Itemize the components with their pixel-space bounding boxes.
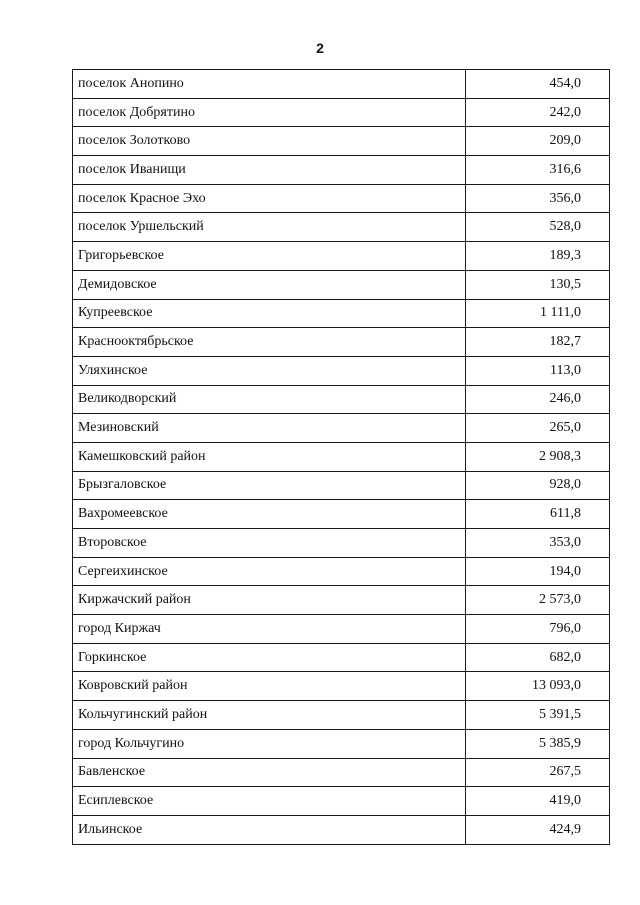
amount-value-cell: 182,7 — [466, 328, 610, 357]
table-row — [73, 70, 610, 99]
table-row — [73, 672, 610, 701]
amount-value-cell: 113,0 — [466, 356, 610, 385]
amount-value-cell: 316,6 — [466, 156, 610, 185]
municipality-name-cell: Демидовское — [73, 270, 466, 299]
amount-value-cell: 5 391,5 — [466, 701, 610, 730]
amount-value-cell: 682,0 — [466, 643, 610, 672]
table-row — [73, 701, 610, 730]
table-row — [73, 442, 610, 471]
amount-value-cell: 2 908,3 — [466, 442, 610, 471]
amount-value-cell: 611,8 — [466, 500, 610, 529]
amount-value-cell: 130,5 — [466, 270, 610, 299]
amount-value-cell: 5 385,9 — [466, 729, 610, 758]
municipality-name-cell: Григорьевское — [73, 242, 466, 271]
table-row — [73, 356, 610, 385]
amount-value-cell: 267,5 — [466, 758, 610, 787]
amount-value-cell: 209,0 — [466, 127, 610, 156]
municipality-name-cell: поселок Добрятино — [73, 98, 466, 127]
table-row — [73, 815, 610, 844]
municipality-name-cell: Сергеихинское — [73, 557, 466, 586]
municipality-name-cell: Камешковский район — [73, 442, 466, 471]
amount-value-cell: 528,0 — [466, 213, 610, 242]
municipality-name-cell: поселок Золотково — [73, 127, 466, 156]
municipality-name-cell: Ковровский район — [73, 672, 466, 701]
municipality-name-cell: город Кольчугино — [73, 729, 466, 758]
amount-value-cell: 189,3 — [466, 242, 610, 271]
table-row — [73, 787, 610, 816]
page-number: 2 — [316, 40, 324, 56]
table-row — [73, 557, 610, 586]
municipality-name-cell: Великодворский — [73, 385, 466, 414]
table-row — [73, 414, 610, 443]
amount-value-cell: 1 111,0 — [466, 299, 610, 328]
municipality-name-cell: Горкинское — [73, 643, 466, 672]
table-row — [73, 758, 610, 787]
table-row — [73, 729, 610, 758]
municipality-name-cell: город Киржач — [73, 615, 466, 644]
table-row — [73, 615, 610, 644]
amount-value-cell: 2 573,0 — [466, 586, 610, 615]
table-row — [73, 98, 610, 127]
municipality-name-cell: Купреевское — [73, 299, 466, 328]
table-body — [73, 70, 610, 845]
municipality-name-cell: Брызгаловское — [73, 471, 466, 500]
municipality-name-cell: Краснооктябрьское — [73, 328, 466, 357]
table-row — [73, 586, 610, 615]
amount-value-cell: 424,9 — [466, 815, 610, 844]
amount-value-cell: 454,0 — [466, 70, 610, 99]
municipality-name-cell: поселок Уршельский — [73, 213, 466, 242]
municipality-name-cell: Уляхинское — [73, 356, 466, 385]
table-row — [73, 184, 610, 213]
table-row — [73, 529, 610, 558]
municipality-name-cell: Киржачский район — [73, 586, 466, 615]
municipality-values-table — [72, 69, 610, 845]
amount-value-cell: 242,0 — [466, 98, 610, 127]
amount-value-cell: 419,0 — [466, 787, 610, 816]
municipality-name-cell: поселок Красное Эхо — [73, 184, 466, 213]
table-row — [73, 385, 610, 414]
amount-value-cell: 353,0 — [466, 529, 610, 558]
municipality-name-cell: поселок Анопино — [73, 70, 466, 99]
municipality-name-cell: Ильинское — [73, 815, 466, 844]
municipality-name-cell: Бавленское — [73, 758, 466, 787]
municipality-name-cell: Мезиновский — [73, 414, 466, 443]
table-row — [73, 643, 610, 672]
table-row — [73, 213, 610, 242]
amount-value-cell: 246,0 — [466, 385, 610, 414]
municipality-name-cell: поселок Иванищи — [73, 156, 466, 185]
table-row — [73, 328, 610, 357]
municipality-name-cell: Кольчугинский район — [73, 701, 466, 730]
table-row — [73, 156, 610, 185]
amount-value-cell: 796,0 — [466, 615, 610, 644]
table-row — [73, 471, 610, 500]
table-row — [73, 242, 610, 271]
municipality-name-cell: Второвское — [73, 529, 466, 558]
municipality-name-cell: Вахромеевское — [73, 500, 466, 529]
table-row — [73, 270, 610, 299]
amount-value-cell: 13 093,0 — [466, 672, 610, 701]
municipality-name-cell: Есиплевское — [73, 787, 466, 816]
amount-value-cell: 356,0 — [466, 184, 610, 213]
table-row — [73, 127, 610, 156]
table-row — [73, 500, 610, 529]
amount-value-cell: 265,0 — [466, 414, 610, 443]
table-row — [73, 299, 610, 328]
amount-value-cell: 194,0 — [466, 557, 610, 586]
amount-value-cell: 928,0 — [466, 471, 610, 500]
